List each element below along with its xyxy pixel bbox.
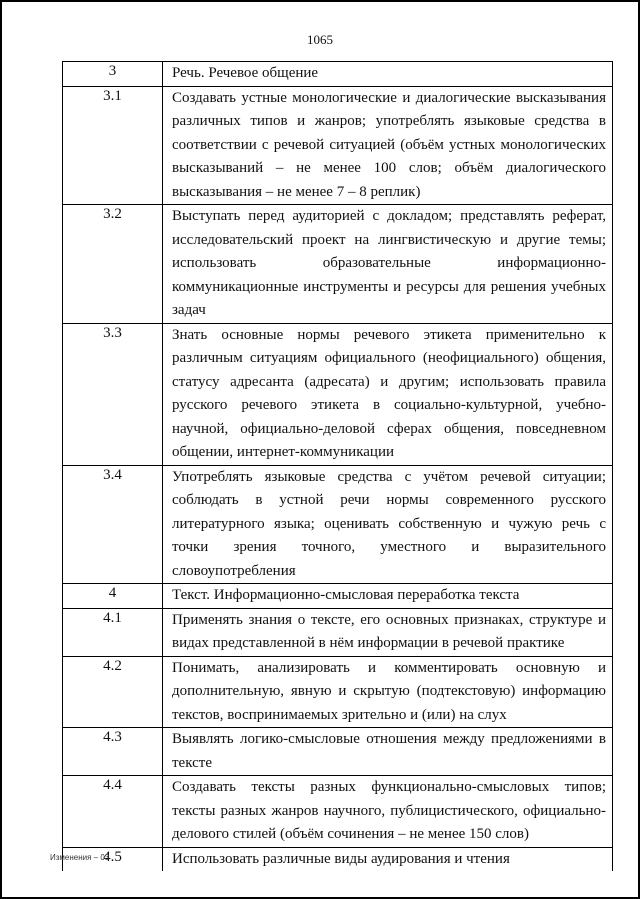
- section-heading: Текст. Информационно-смысловая переработка текста: [163, 584, 613, 609]
- row-number: 4.3: [63, 728, 163, 776]
- table-row: [63, 86, 613, 205]
- row-number: 4.2: [63, 656, 163, 728]
- requirement-text: Знать основные нормы речевого этикета применительно к различным ситуациям официального (неофициального) общения, статусу адресанта (адресата) и другим; использовать правила русского речевого этикета в социально-культурной, учебно-научной, официально-деловой сферах общения, повседневном общении, интернет-коммуникации: [163, 323, 613, 465]
- row-number: 3.3: [63, 323, 163, 465]
- requirement-text: Употреблять языковые средства с учётом речевой ситуации; соблюдать в устной речи нормы современного русского литературного языка; оценивать собственную и чужую речь с точки зрения точного, уместного и выразительного словоупотребления: [163, 465, 613, 584]
- table-row: [63, 728, 613, 776]
- requirement-text: Понимать, анализировать и комментировать основную и дополнительную, явную и скрытую (подтекстовую) информацию текстов, воспринимаемых зрительно и (или) на слух: [163, 656, 613, 728]
- row-number: 4.4: [63, 776, 163, 848]
- requirement-text: Создавать тексты разных функционально-смысловых типов; тексты разных жанров научного, публицистического, официально-делового стилей (объём сочинения – не менее 150 слов): [163, 776, 613, 848]
- page-number: 1065: [307, 32, 333, 47]
- table-row: [63, 205, 613, 324]
- row-number: 3.1: [63, 86, 163, 205]
- table-row: [63, 776, 613, 848]
- table-row: [63, 465, 613, 584]
- table-row: [63, 847, 613, 871]
- section-heading: Речь. Речевое общение: [163, 62, 613, 87]
- table-body: [63, 62, 613, 872]
- table-row: [63, 656, 613, 728]
- table-row: [63, 62, 613, 87]
- table-row: [63, 584, 613, 609]
- row-number: 4: [63, 584, 163, 609]
- footer-note: Изменения – 03: [50, 853, 110, 862]
- requirement-text: Создавать устные монологические и диалогические высказывания различных типов и жанров; употреблять языковые средства в соответствии с речевой ситуацией (объём устных монологических высказываний – не менее 100 слов; объём диалогического высказывания – не менее 7 – 8 реплик): [163, 86, 613, 205]
- table-row: [63, 608, 613, 656]
- requirement-text: Применять знания о тексте, его основных признаках, структуре и видах представленной в нём информации в речевой практике: [163, 608, 613, 656]
- requirement-text: Выступать перед аудиторией с докладом; представлять реферат, исследовательский проект на лингвистическую и другие темы; использовать образовательные информационно-коммуникационные инструменты и ресурсы для решения учебных задач: [163, 205, 613, 324]
- requirements-table: [62, 61, 613, 871]
- row-number: 3.4: [63, 465, 163, 584]
- row-number: 4.1: [63, 608, 163, 656]
- row-number: 4.5: [63, 847, 163, 871]
- row-number: 3: [63, 62, 163, 87]
- requirement-text: Выявлять логико-смысловые отношения между предложениями в тексте: [163, 728, 613, 776]
- row-number: 3.2: [63, 205, 163, 324]
- table-row: [63, 323, 613, 465]
- requirement-text: Использовать различные виды аудирования и чтения: [163, 847, 613, 871]
